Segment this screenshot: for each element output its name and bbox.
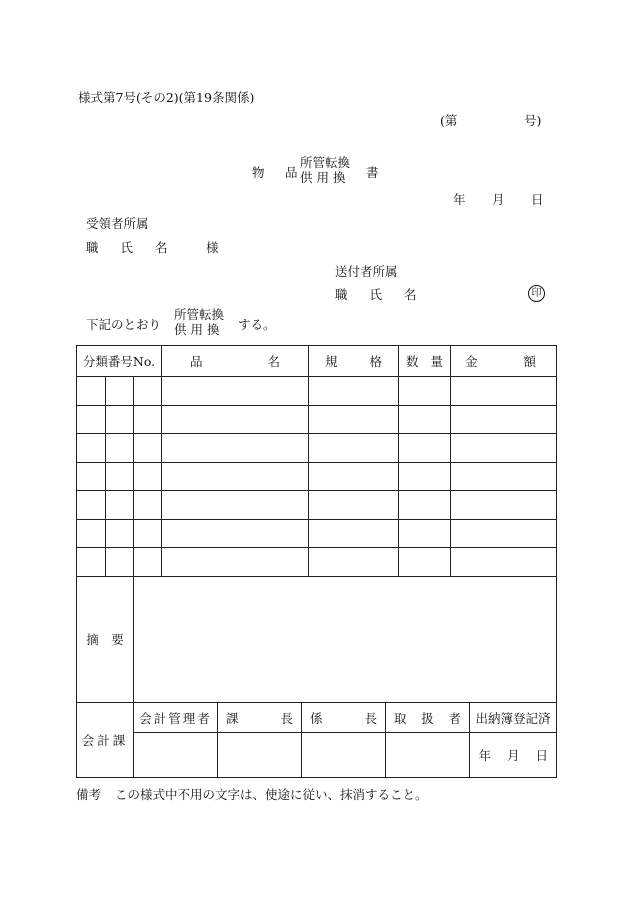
cell[interactable] [399, 462, 451, 491]
cell[interactable] [77, 377, 106, 406]
cell[interactable] [162, 434, 309, 463]
cell[interactable] [134, 377, 162, 406]
table-row [77, 548, 557, 577]
title-option-transfer: 所管転換 [300, 155, 351, 170]
accounting-table [76, 702, 557, 778]
remarks-label: 備考 [76, 787, 102, 802]
statement-option-transfer: 所管転換 [174, 307, 225, 322]
header-classification-no: 分類番号No. [77, 346, 162, 377]
cell[interactable] [77, 491, 106, 520]
remarks-text: この様式中不用の文字は、使途に従い、抹消すること。 [115, 787, 428, 802]
statement-options [174, 307, 224, 337]
cell[interactable] [309, 548, 399, 577]
ledger-date[interactable]: 年 月 日 [470, 733, 557, 778]
date-year: 年 [453, 192, 466, 207]
cell[interactable] [162, 491, 309, 520]
cell[interactable] [309, 462, 399, 491]
cell[interactable] [451, 377, 557, 406]
table-row [77, 377, 557, 406]
cell[interactable] [399, 491, 451, 520]
table-row [77, 434, 557, 463]
cell[interactable] [77, 548, 106, 577]
title-options [300, 155, 350, 185]
sender-affiliation-label: 送付者所属 [335, 264, 398, 279]
cell[interactable] [106, 377, 134, 406]
stamp-section-chief[interactable] [218, 733, 302, 778]
statement-suffix: する。 [238, 317, 276, 332]
cell[interactable] [399, 434, 451, 463]
header-accounting-manager: 会計管理者 [134, 703, 218, 733]
header-quantity: 数 量 [399, 346, 451, 377]
cell[interactable] [309, 491, 399, 520]
cell[interactable] [106, 462, 134, 491]
accounting-header [77, 703, 557, 733]
cell[interactable] [451, 462, 557, 491]
stamp-subsection-chief[interactable] [302, 733, 386, 778]
summary-field[interactable] [134, 576, 557, 702]
accounting-stamp-row [77, 733, 557, 778]
cell[interactable] [77, 405, 106, 434]
doc-number-open: (第 [440, 113, 458, 128]
recipient-affiliation-label: 受領者所属 [86, 216, 149, 231]
cell[interactable] [162, 548, 309, 577]
stamp-accounting-manager[interactable] [134, 733, 218, 778]
date-day: 日 [531, 192, 544, 207]
cell[interactable] [451, 491, 557, 520]
stamp-handler[interactable] [386, 733, 470, 778]
cell[interactable] [451, 548, 557, 577]
cell[interactable] [309, 519, 399, 548]
summary-row [77, 576, 557, 702]
cell[interactable] [134, 405, 162, 434]
cell[interactable] [451, 519, 557, 548]
cell[interactable] [162, 462, 309, 491]
cell[interactable] [134, 491, 162, 520]
cell[interactable] [309, 377, 399, 406]
header-subsection-chief: 係 長 [302, 703, 386, 733]
cell[interactable] [451, 434, 557, 463]
title-suffix: 書 [366, 165, 379, 180]
header-handler: 取 扱 者 [386, 703, 470, 733]
cell[interactable] [106, 491, 134, 520]
cell[interactable] [399, 377, 451, 406]
items-table [76, 345, 557, 703]
items-table-header [77, 346, 557, 377]
header-section-chief: 課 長 [218, 703, 302, 733]
accounting-section-label: 会計課 [77, 703, 134, 778]
cell[interactable] [399, 405, 451, 434]
cell[interactable] [399, 548, 451, 577]
cell[interactable] [134, 548, 162, 577]
cell[interactable] [106, 548, 134, 577]
statement-prefix: 下記のとおり [86, 317, 162, 332]
recipient-honorific: 様 [206, 240, 219, 255]
cell[interactable] [134, 462, 162, 491]
cell[interactable] [77, 519, 106, 548]
statement-option-shared-use: 供 用 換 [174, 322, 220, 337]
cell[interactable] [106, 434, 134, 463]
recipient-name-label: 職 氏 名 [86, 240, 177, 255]
seal-mark: 印 [528, 285, 545, 302]
cell[interactable] [162, 405, 309, 434]
header-amount: 金 額 [451, 346, 557, 377]
table-row [77, 491, 557, 520]
title-option-shared-use: 供 用 換 [300, 170, 346, 185]
table-row [77, 519, 557, 548]
cell[interactable] [106, 405, 134, 434]
cell[interactable] [77, 434, 106, 463]
cell[interactable] [309, 434, 399, 463]
form-number: 様式第7号(その2)(第19条関係) [78, 90, 255, 105]
cell[interactable] [106, 519, 134, 548]
header-item-name: 品 名 [162, 346, 309, 377]
table-row [77, 405, 557, 434]
cell[interactable] [77, 462, 106, 491]
table-row [77, 462, 557, 491]
cell[interactable] [162, 377, 309, 406]
header-specification: 規 格 [309, 346, 399, 377]
title-prefix: 物 品 [252, 165, 302, 180]
summary-label: 摘 要 [77, 576, 134, 702]
cell[interactable] [399, 519, 451, 548]
doc-number-close: 号) [524, 113, 542, 128]
cell[interactable] [451, 405, 557, 434]
header-ledger-registered: 出納簿登記済 [470, 703, 557, 733]
date-month: 月 [492, 192, 505, 207]
cell[interactable] [162, 519, 309, 548]
cell[interactable] [309, 405, 399, 434]
cell[interactable] [134, 519, 162, 548]
cell[interactable] [134, 434, 162, 463]
sender-name-label: 職 氏 名 [335, 287, 426, 302]
